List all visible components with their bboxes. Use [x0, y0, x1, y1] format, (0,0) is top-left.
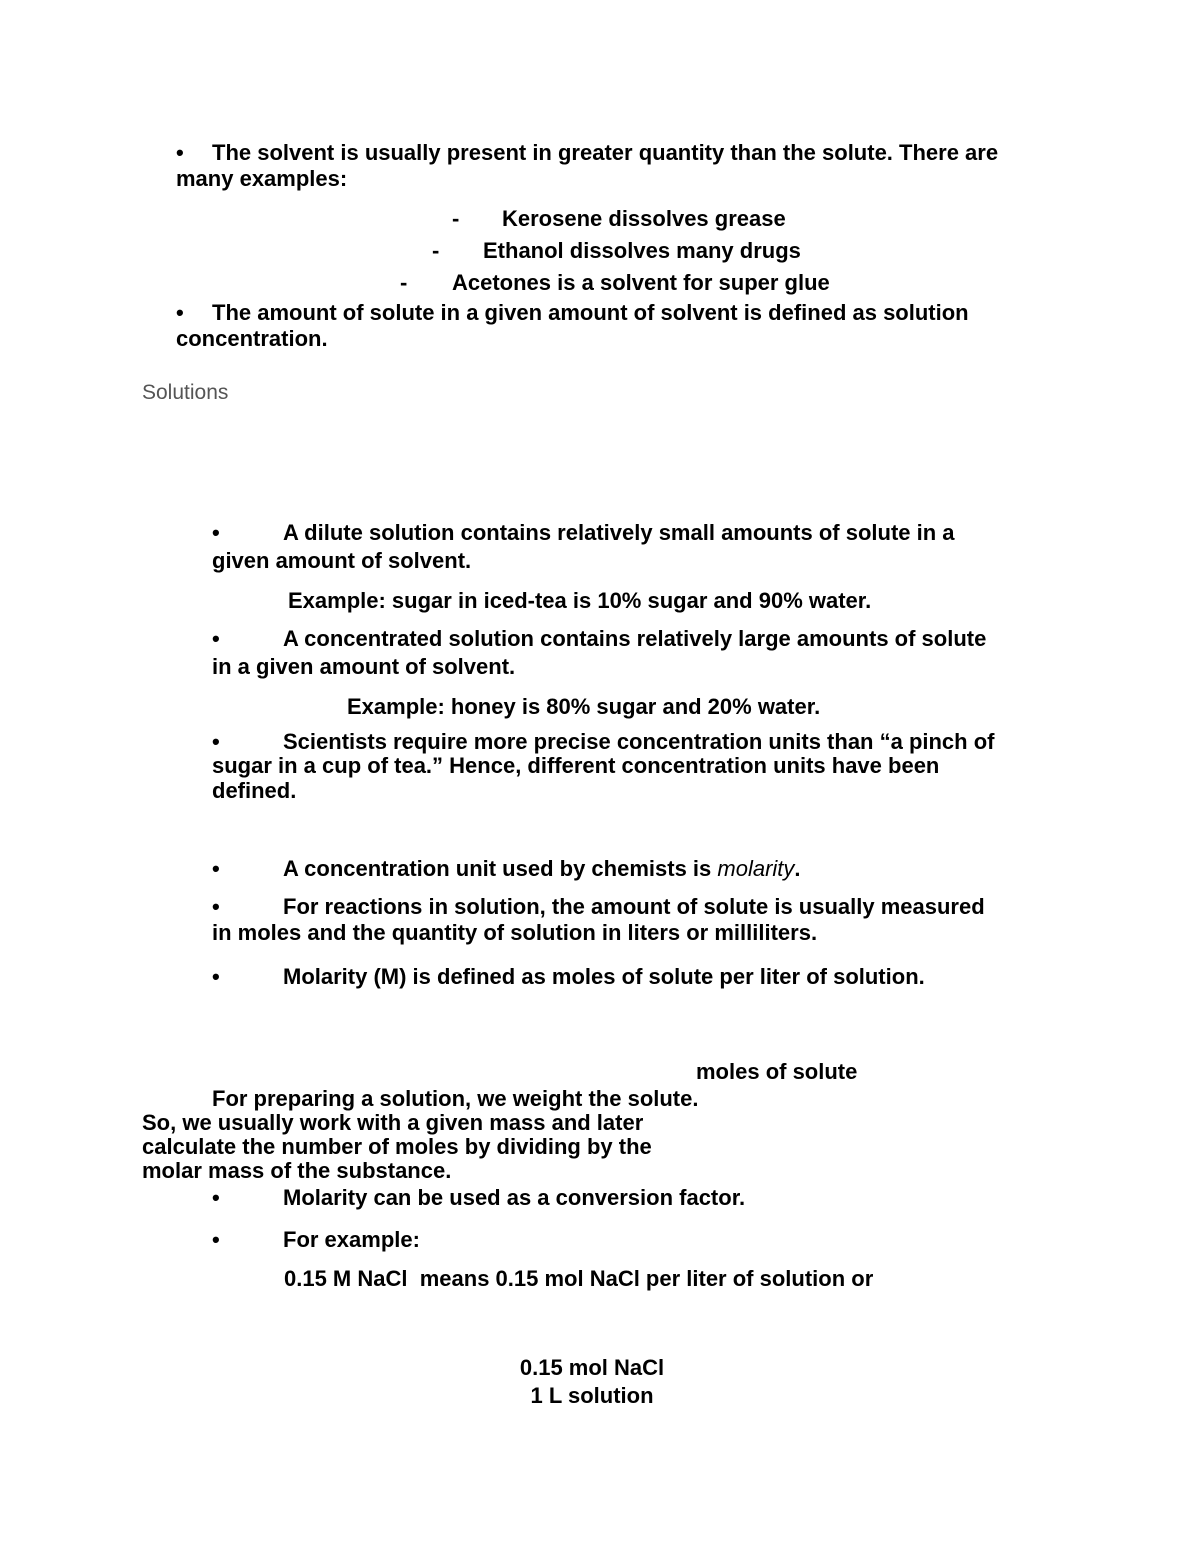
reactions-line-1: For reactions in solution, the amount of solute is usually measured [283, 894, 985, 919]
example-kerosene: Kerosene dissolves grease [502, 206, 786, 231]
preparing-line-2: So, we usually work with a given mass and later [142, 1110, 644, 1135]
molarity-term: molarity [717, 856, 795, 881]
dilute-line-1: A dilute solution contains relatively small amounts of solute in a [283, 520, 955, 545]
solvent-bullet-line-2: many examples: [176, 166, 348, 191]
concentration-bullet-line-2: concentration. [176, 326, 328, 351]
for-example-label: For example: [283, 1227, 420, 1252]
bullet-marker: • [176, 300, 184, 325]
conversion-factor: Molarity can be used as a conversion factor. [283, 1185, 746, 1210]
dash-marker: - [400, 270, 408, 295]
scientists-line-1: Scientists require more precise concentration units than “a pinch of [283, 729, 995, 754]
solvent-bullet-line-1: The solvent is usually present in greater quantity than the solute. There are [212, 140, 999, 165]
fraction-numerator: 0.15 mol NaCl [519, 1355, 665, 1380]
concentrated-example: Example: honey is 80% sugar and 20% water. [347, 694, 821, 719]
dash-marker: - [452, 206, 460, 231]
dash-marker: - [432, 238, 440, 263]
molarity-intro [283, 856, 801, 882]
preparing-line-4: molar mass of the substance. [142, 1158, 452, 1183]
dilute-example: Example: sugar in iced-tea is 10% sugar and 90% water. [288, 588, 872, 613]
bullet-marker: • [212, 1227, 220, 1252]
bullet-marker: • [212, 729, 220, 754]
concentrated-line-1: A concentrated solution contains relatively large amounts of solute [283, 626, 987, 651]
bullet-marker: • [212, 856, 220, 881]
scientists-line-3: defined. [212, 778, 297, 803]
molarity-intro-period: . [794, 856, 801, 881]
molarity-intro-text: A concentration unit used by chemists is [283, 856, 718, 881]
bullet-marker: • [212, 520, 220, 545]
section-heading: Solutions [142, 381, 229, 404]
bullet-marker: • [212, 1185, 220, 1210]
bullet-marker: • [212, 626, 220, 651]
fraction-denominator: 1 L solution [530, 1383, 654, 1408]
preparing-line-3: calculate the number of moles by dividing by the [142, 1134, 652, 1159]
molarity-definition: Molarity (M) is defined as moles of solute per liter of solution. [283, 964, 925, 989]
preparing-line-1: For preparing a solution, we weight the solute. [212, 1086, 699, 1111]
concentrated-line-2: in a given amount of solvent. [212, 654, 516, 679]
bullet-marker: • [212, 964, 220, 989]
concentration-bullet-line-1: The amount of solute in a given amount of solvent is defined as solution [212, 300, 969, 325]
bullet-marker: • [212, 894, 220, 919]
reactions-line-2: in moles and the quantity of solution in liters or milliliters. [212, 920, 818, 945]
scientists-line-2: sugar in a cup of tea.” Hence, different concentration units have been [212, 753, 940, 778]
nacl-line: 0.15 M NaCl means 0.15 mol NaCl per liter of solution or [284, 1266, 874, 1291]
example-acetones: Acetones is a solvent for super glue [452, 270, 830, 295]
example-ethanol: Ethanol dissolves many drugs [483, 238, 801, 263]
dilute-line-2: given amount of solvent. [212, 548, 472, 573]
bullet-marker: • [176, 140, 184, 165]
moles-of-solute-label: moles of solute [696, 1059, 858, 1084]
